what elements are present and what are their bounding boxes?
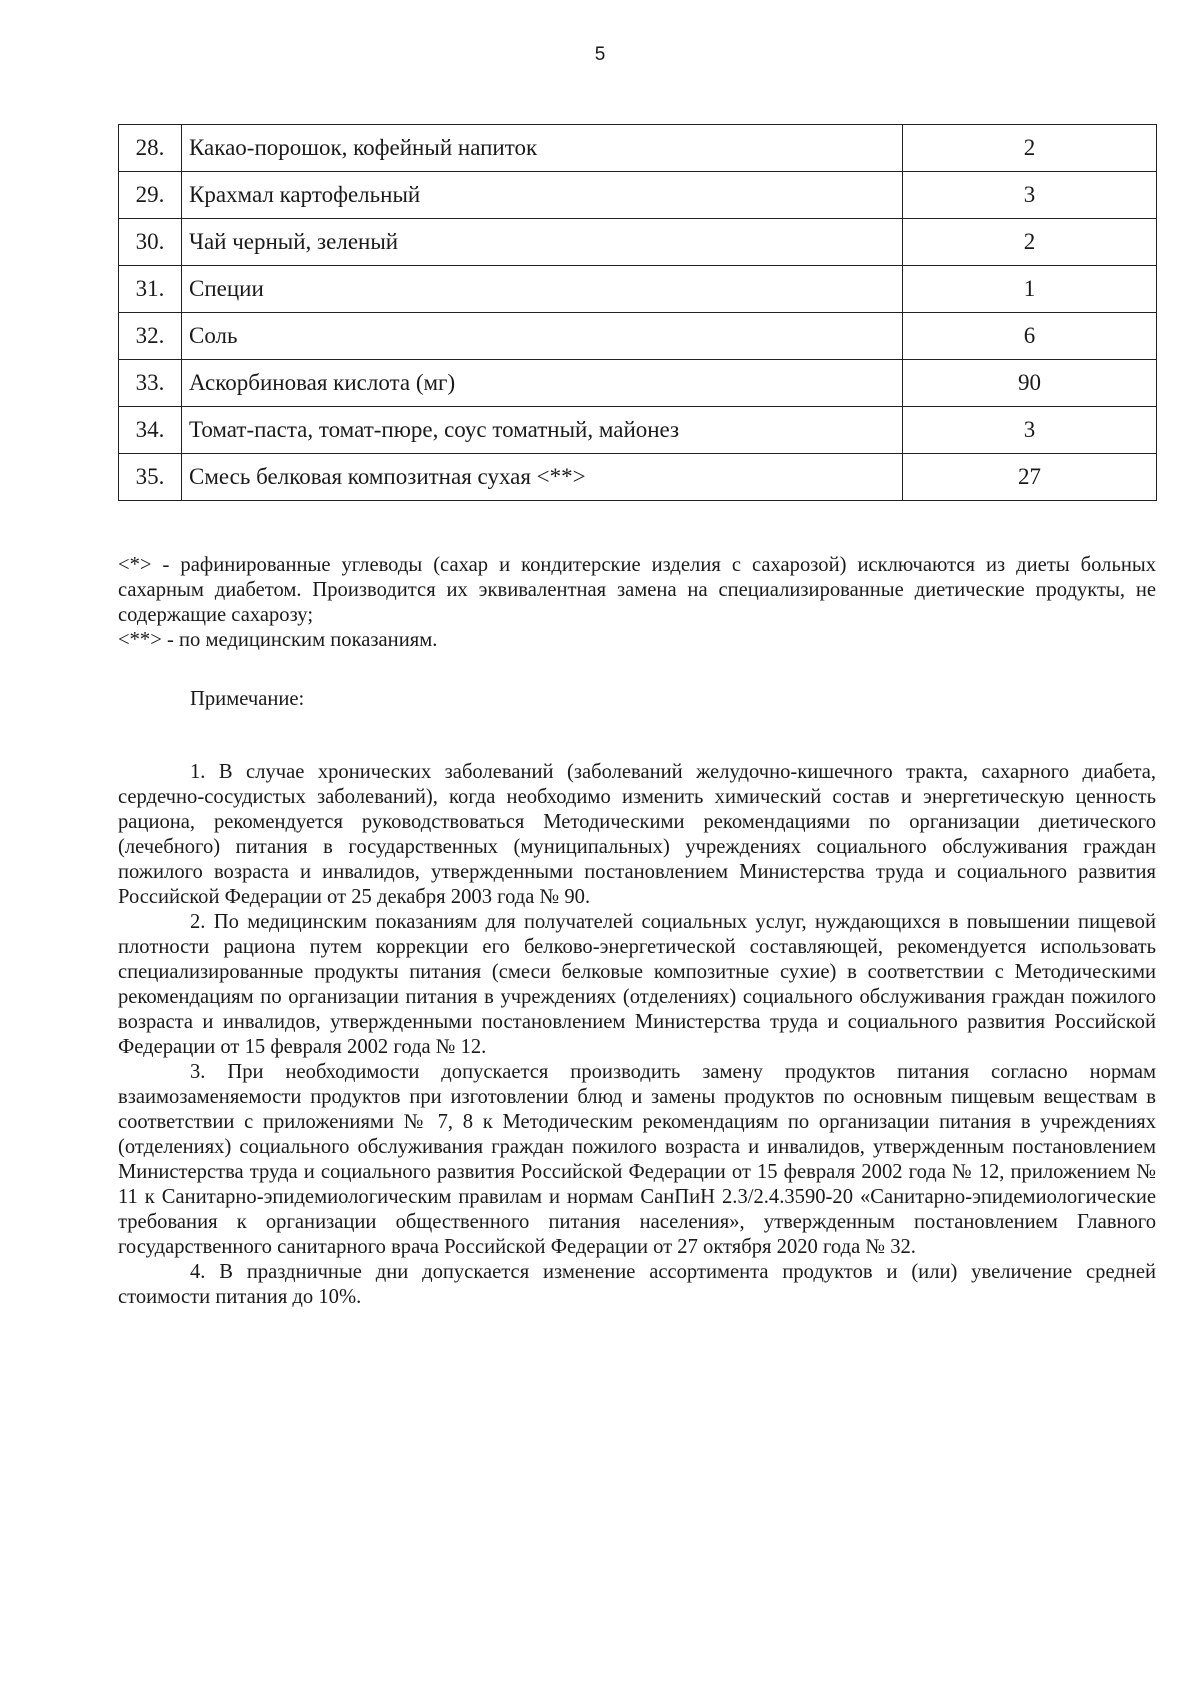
product-name: Крахмал картофельный (182, 172, 903, 219)
product-value: 3 (903, 172, 1157, 219)
row-number: 28. (119, 125, 182, 172)
product-name: Томат-паста, томат-пюре, соус томатный, майонез (182, 407, 903, 454)
footnotes (118, 553, 1156, 653)
product-name: Какао-порошок, кофейный напиток (182, 125, 903, 172)
product-value: 90 (903, 360, 1157, 407)
product-name: Чай черный, зеленый (182, 219, 903, 266)
product-value: 27 (903, 454, 1157, 501)
table-row (119, 125, 1157, 172)
footnote-single-asterisk: <*> - рафинированные углеводы (сахар и кондитерские изделия с сахарозой) исключаются из диеты больных сахарным диабетом. Производится их эквивалентная замена на специализированные диетические продукты, не содержащие сахарозу; (118, 554, 1156, 626)
table-row (119, 172, 1157, 219)
row-number: 34. (119, 407, 182, 454)
row-number: 33. (119, 360, 182, 407)
row-number: 30. (119, 219, 182, 266)
table-row (119, 360, 1157, 407)
product-name: Смесь белковая композитная сухая <**> (182, 454, 903, 501)
table-row (119, 219, 1157, 266)
page-number: 5 (594, 44, 606, 65)
table-row (119, 266, 1157, 313)
note-item-4: 4. В праздничные дни допускается изменение ассортимента продуктов и (или) увеличение средней стоимости питания до 10%. (118, 1261, 1156, 1308)
row-number: 31. (119, 266, 182, 313)
product-value: 3 (903, 407, 1157, 454)
product-value: 2 (903, 219, 1157, 266)
table-row (119, 407, 1157, 454)
note-heading: Примечание: (190, 688, 305, 710)
product-value: 6 (903, 313, 1157, 360)
footnote-double-asterisk: <**> - по медицинским показаниям. (118, 629, 438, 651)
product-value: 1 (903, 266, 1157, 313)
product-value: 2 (903, 125, 1157, 172)
note-item-1: 1. В случае хронических заболеваний (заболеваний желудочно-кишечного тракта, сахарного диабета, сердечно-сосудистых заболеваний), когда необходимо изменить химический состав и энергетическую ценность рациона, рекомендуется руководствоваться Методическими рекомендациями по организации диетического (лечебного) питания в государственных (муниципальных) учреждениях социального обслуживания граждан пожилого возраста и инвалидов, утвержденными постановлением Министерства труда и социального развития Российской Федерации от 25 декабря 2003 года № 90. (118, 761, 1156, 908)
product-name: Аскорбиновая кислота (мг) (182, 360, 903, 407)
note-item-2: 2. По медицинским показаниям для получателей социальных услуг, нуждающихся в повышении пищевой плотности рациона путем коррекции его белково-энергетической составляющей, рекомендуется использовать специализированные продукты питания (смеси белковые композитные сухие) в соответствии с Методическими рекомендациям по организации питания в учреждениях (отделениях) социального обслуживания граждан пожилого возраста и инвалидов, утвержденными постановлением Министерства труда и социального развития Российской Федерации от 15 февраля 2002 года № 12. (118, 911, 1156, 1058)
product-name: Специи (182, 266, 903, 313)
notes-list (118, 760, 1156, 1310)
table-row (119, 454, 1157, 501)
table-row (119, 313, 1157, 360)
note-item-3: 3. При необходимости допускается производить замену продуктов питания согласно нормам взаимозаменяемости продуктов при изготовлении блюд и замены продуктов по основным пищевым веществам в соответствии с приложениями № 7, 8 к Методическим рекомендациям по организации питания в учреждениях (отделениях) социального обслуживания граждан пожилого возраста и инвалидов, утвержденным постановлением Министерства труда и социального развития Российской Федерации от 15 февраля 2002 года № 12, приложением № 11 к Санитарно-эпидемиологическим правилам и нормам СанПиН 2.3/2.4.3590-20 «Санитарно-эпидемиологические требования к организации общественного питания населения», утвержденным постановлением Главного государственного санитарного врача Российской Федерации от 27 октября 2020 года № 32. (118, 1061, 1156, 1258)
row-number: 35. (119, 454, 182, 501)
product-name: Соль (182, 313, 903, 360)
row-number: 32. (119, 313, 182, 360)
row-number: 29. (119, 172, 182, 219)
norms-table (118, 124, 1157, 501)
